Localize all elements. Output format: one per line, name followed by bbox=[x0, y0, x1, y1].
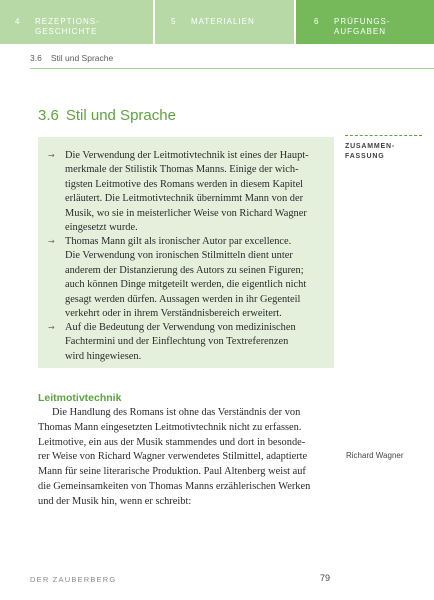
tab-materialien[interactable] bbox=[155, 0, 294, 44]
tab-number: 6 bbox=[314, 17, 320, 26]
bullet-line: eingesetzt wurde. bbox=[65, 222, 138, 234]
tab-number: 4 bbox=[15, 17, 21, 26]
bullet-line: wird hingewiesen. bbox=[65, 350, 142, 362]
body-line: rer Weise von Richard Wagner verwendetes Stilmittel, adaptierte bbox=[38, 451, 308, 463]
bullet-line: Thomas Mann gilt als ironischer Autor par excellence. bbox=[65, 236, 292, 247]
sidebar-label bbox=[345, 142, 425, 162]
sidebar-label-line2: FASSUNG bbox=[345, 153, 385, 160]
bullet-line: tigsten Leitmotive des Romans werden in diesem Kapitel bbox=[65, 178, 304, 190]
breadcrumb-label: Stil und Sprache bbox=[50, 53, 114, 63]
body-line: und der Musik hin, wenn er schreibt: bbox=[38, 495, 192, 507]
arrow-icon: → bbox=[48, 323, 55, 332]
bullet-line: Die Verwendung der Leitmotivtechnik ist eines der Haupt- bbox=[65, 150, 309, 161]
body-line: die Gemeinsamkeiten von Thomas Manns erzählerischen Werken bbox=[38, 480, 311, 492]
breadcrumb bbox=[30, 53, 113, 63]
tab-pruefungsaufgaben[interactable] bbox=[296, 0, 434, 44]
bullet-line: Die Verwendung von ironischen Stilmitteln dient unter bbox=[65, 250, 293, 262]
summary-bullet bbox=[48, 149, 323, 235]
body-line: Die Handlung des Romans ist ohne das Verständnis der von bbox=[52, 407, 301, 418]
bullet-line: Musik, wo sie in meisterlicher Weise von Richard Wagner bbox=[65, 207, 307, 219]
footer-book-title: DER ZAUBERBERG bbox=[30, 575, 117, 584]
bullet-line: anderem der Distanzierung des Autors zu seinen Figuren; bbox=[65, 264, 304, 276]
arrow-icon: → bbox=[48, 237, 55, 246]
sidebar-label-line1: ZUSAMMEN- bbox=[345, 143, 395, 150]
summary-box bbox=[38, 137, 334, 368]
chapter-tabs bbox=[0, 0, 434, 44]
subheading: Leitmotivtechnik bbox=[38, 392, 122, 404]
summary-bullet bbox=[48, 321, 323, 364]
tab-label-line1: REZEPTIONS- bbox=[35, 17, 100, 26]
tab-label-line1: MATERIALIEN bbox=[191, 17, 255, 26]
breadcrumb-number: 3.6 bbox=[30, 53, 42, 63]
tab-number: 5 bbox=[171, 17, 177, 26]
bullet-line: merkmale der Stilistik Thomas Manns. Einige der wich- bbox=[65, 164, 299, 176]
bullet-line: erläutert. Die Leitmotivtechnik übernimmt Mann von der bbox=[65, 193, 304, 205]
page-number: 79 bbox=[320, 573, 331, 583]
bullet-line: auch können Dinge mitgeteilt werden, die eigentlich nicht bbox=[65, 279, 307, 291]
body-line: Leitmotive, ein aus der Musik stammendes und dort in besonde- bbox=[38, 436, 306, 448]
margin-note: Richard Wagner bbox=[346, 451, 404, 460]
bullet-line: Fachtermini und der Einflechtung von Textreferenzen bbox=[65, 336, 289, 348]
section-title bbox=[38, 107, 176, 124]
arrow-icon: → bbox=[48, 151, 55, 160]
tab-label-line1: PRÜFUNGS- bbox=[334, 17, 391, 26]
body-line: Thomas Mann eingesetzten Leitmotivtechnik nicht zu erfassen. bbox=[38, 421, 302, 433]
section-title-text: Stil und Sprache bbox=[65, 107, 176, 124]
summary-bullet bbox=[48, 235, 323, 321]
tab-label-line2: AUFGABEN bbox=[334, 27, 387, 36]
sidebar-divider bbox=[345, 135, 422, 136]
body-paragraph bbox=[38, 406, 323, 510]
body-line: Mann für seine literarische Produktion. Paul Altenberg weist auf bbox=[38, 466, 306, 478]
breadcrumb-divider bbox=[30, 68, 434, 69]
bullet-line: verkehrt oder in ihrem Verständnisbereich erweitert. bbox=[65, 308, 282, 320]
bullet-line: Auf die Bedeutung der Verwendung von medizinischen bbox=[65, 322, 296, 333]
tab-rezeptionsgeschichte[interactable] bbox=[0, 0, 153, 44]
section-number: 3.6 bbox=[38, 107, 59, 124]
bullet-line: gesagt werden dürfen. Aussagen werden in ihr Gegenteil bbox=[65, 293, 301, 305]
tab-label-line2: GESCHICHTE bbox=[35, 27, 98, 36]
